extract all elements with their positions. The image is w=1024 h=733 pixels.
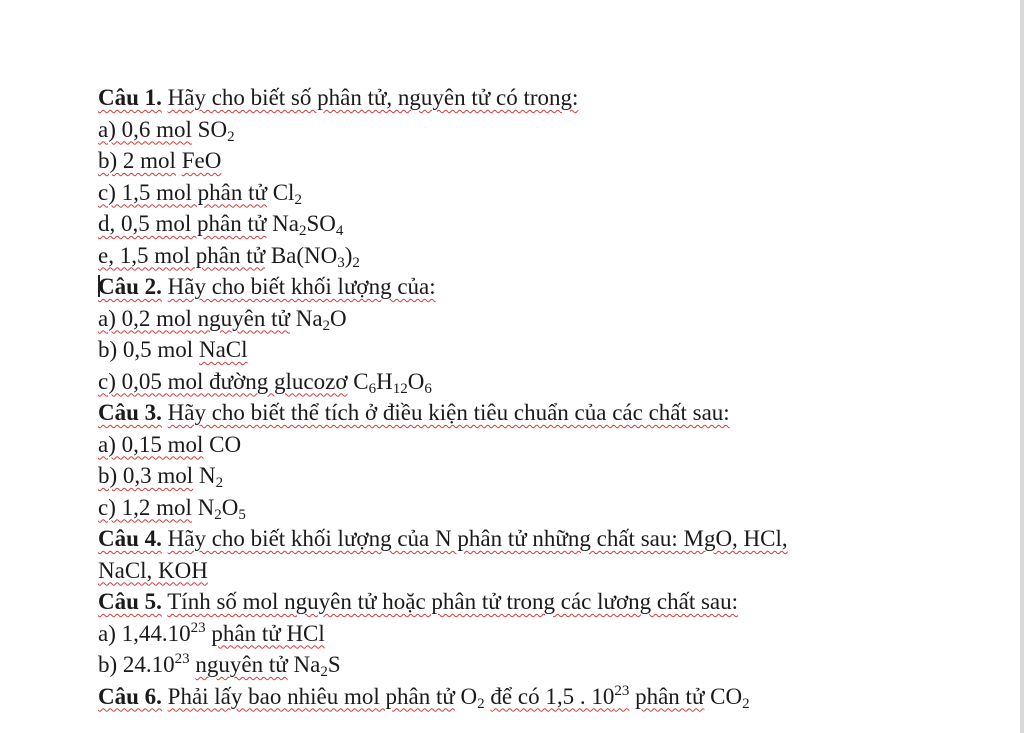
- chemical-formula: $C_6H_{12}O_6$: [353, 368, 432, 397]
- question-1-prompt: Hãy cho biết số phân tử, nguyên tử có trong:: [167, 85, 579, 110]
- item-text: a) 0,15 mol: [98, 431, 204, 457]
- question-3-heading: [98, 397, 978, 429]
- question-2-heading: [98, 271, 978, 303]
- question-1-item-a: [98, 114, 978, 146]
- item-text: c) 0,05 mol đường glucozơ: [98, 368, 348, 394]
- chemical-formula: FeO: [181, 148, 222, 173]
- question-5-label: Câu 5.: [98, 589, 162, 614]
- question-4-continuation: [98, 555, 978, 587]
- question-1-heading: [98, 82, 978, 114]
- question-2-label: Câu 2.: [98, 274, 162, 299]
- question-3-item-b: [98, 460, 978, 492]
- item-text: c) 1,5 mol phân tử: [98, 179, 267, 205]
- item-text: nguyên tử: [195, 652, 288, 677]
- item-text: a) 0,2 mol nguyên tử: [98, 305, 290, 331]
- chemical-formula: NaCl: [198, 337, 248, 362]
- item-text: b) 24.10$^{23}$: [98, 651, 190, 677]
- item-text: b) 0,3 mol: [98, 463, 194, 488]
- chemical-formula: $Na_2SO_4$: [272, 211, 344, 239]
- question-3-item-a: [98, 429, 978, 461]
- question-6-heading: [98, 681, 978, 713]
- question-2-prompt: Hãy cho biết khối lượng của:: [167, 274, 436, 299]
- chemical-formula: $Na_2S$: [293, 652, 341, 680]
- question-4-label: Câu 4.: [98, 526, 162, 551]
- question-3-label: Câu 3.: [98, 400, 162, 425]
- item-text: d, 0,5 mol phân tử: [98, 211, 267, 236]
- question-5-heading: [98, 586, 978, 618]
- item-text: b) 0,5 mol: [98, 337, 194, 362]
- item-text: e, 1,5 mol phân tử: [98, 242, 266, 268]
- question-6-label: Câu 6.: [98, 683, 162, 709]
- item-text: Phải lấy bao nhiêu mol phân tử: [167, 683, 455, 709]
- question-4-heading: [98, 523, 978, 555]
- question-5-item-b: [98, 649, 978, 681]
- item-text: b) 2 mol: [98, 148, 176, 173]
- question-3-prompt: Hãy cho biết thể tích ở điều kiện tiêu chuẩn của các chất sau:: [167, 400, 730, 425]
- question-2-item-c: [98, 366, 978, 398]
- chemical-formula: $O_2$: [460, 683, 485, 712]
- item-text: a) 1,44.10$^{23}$: [98, 619, 206, 646]
- question-1-item-b: [98, 145, 978, 177]
- chemical-formula: $N_2$: [198, 463, 224, 491]
- item-text: để có 1,5 . $10^{23}$: [490, 682, 630, 709]
- question-5-item-a: [98, 618, 978, 650]
- chemical-formula: $Ba(NO_3)_2$: [270, 242, 360, 271]
- question-1-item-d: [98, 208, 978, 240]
- question-2-item-b: [98, 334, 978, 366]
- question-1-label: Câu 1.: [98, 85, 162, 110]
- item-text: phân tử: [635, 683, 705, 709]
- chemical-formula: $N_2O_5$: [197, 494, 246, 523]
- question-5-prompt: Tính số mol nguyên tử hoặc phân tử trong các lương chất sau:: [167, 589, 739, 614]
- question-1-item-c: [98, 177, 978, 209]
- item-text: a) 0,6 mol: [98, 116, 192, 142]
- item-text: phân tử HCl: [211, 620, 325, 646]
- chemical-formula: $SO_2$: [197, 116, 235, 145]
- question-1-item-e: [98, 240, 978, 272]
- chemical-formula: $CO_2$: [710, 683, 750, 712]
- question-2-item-a: [98, 303, 978, 335]
- exercise-sheet: [98, 82, 978, 712]
- item-text: NaCl, KOH: [98, 557, 208, 583]
- chemical-formula: CO: [209, 431, 242, 457]
- item-text: c) 1,2 mol: [98, 494, 192, 520]
- chemical-formula: $Cl_2$: [272, 179, 302, 208]
- question-4-prompt: Hãy cho biết khối lượng của N phân tử những chất sau: MgO, HCl,: [167, 526, 788, 551]
- window-edge: [1020, 0, 1024, 733]
- question-3-item-c: [98, 492, 978, 524]
- chemical-formula: $Na_2O$: [295, 305, 347, 334]
